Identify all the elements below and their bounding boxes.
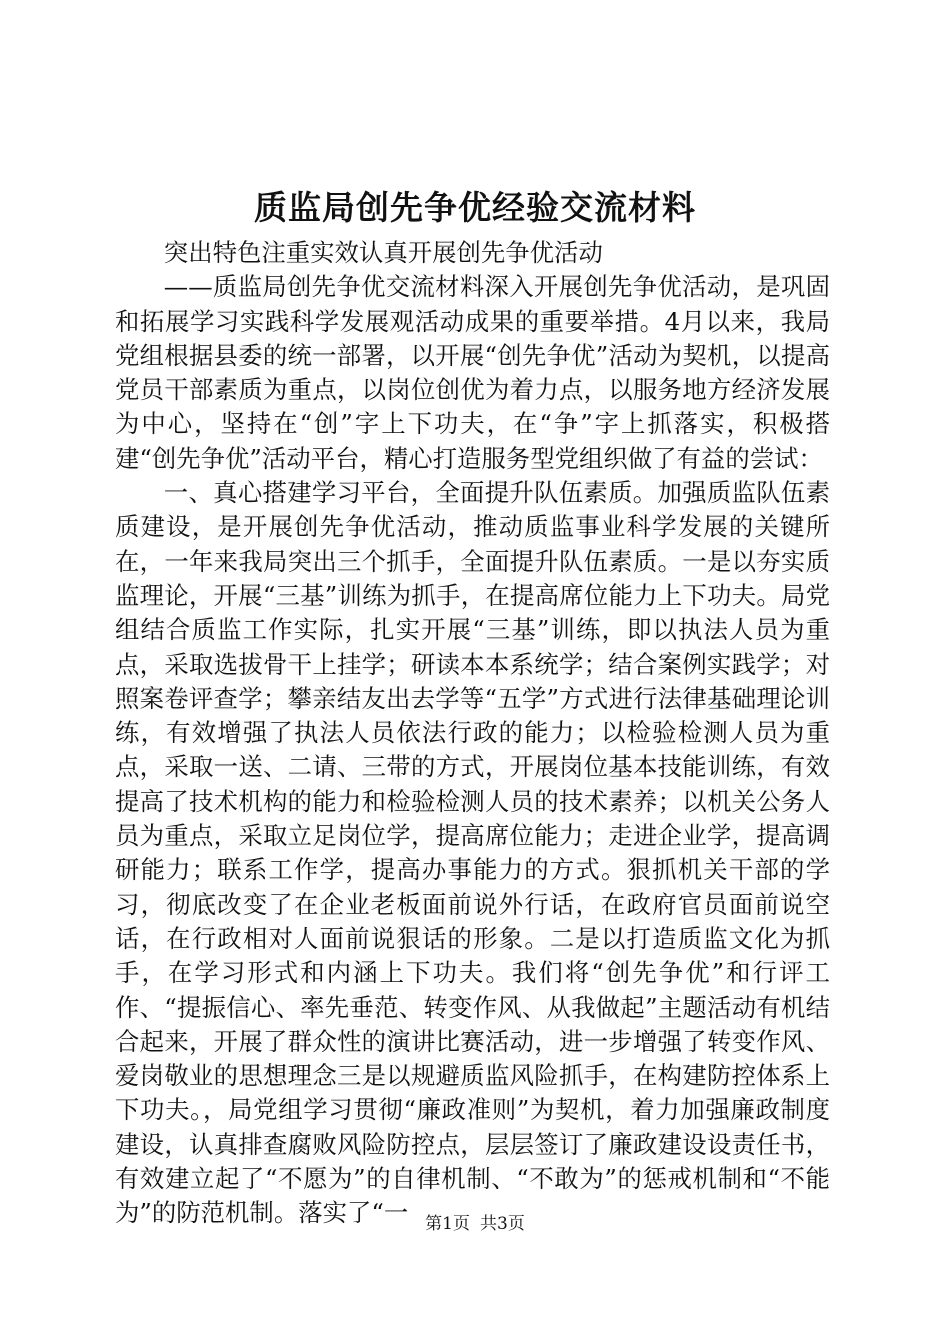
document-body: [115, 236, 830, 1231]
section-one-paragraph: 一、真心搭建学习平台，全面提升队伍素质。加强质监队伍素质建设，是开展创先争优活动，推动质监事业科学发展的关键所在，一年来我局突出三个抓手，全面提升队伍素质。一是以夯实质监理论，开展“三基”训练为抓手，在提高席位能力上下功夫。局党组结合质监工作实际，扎实开展“三基”训练，即以执法人员为重点，采取选拔骨干上挂学；研读本本系统学；结合案例实践学；对照案卷评查学；攀亲结友出去学等“五学”方式进行法律基础理论训练，有效增强了执法人员依法行政的能力；以检验检测人员为重点，采取一送、二请、三带的方式，开展岗位基本技能训练，有效提高了技术机构的能力和检验检测人员的技术素养；以机关公务人员为重点，采取立足岗位学，提高席位能力；走进企业学，提高调研能力；联系工作学，提高办事能力的方式。狠抓机关干部的学习，彻底改变了在企业老板面前说外行话，在政府官员面前说空话，在行政相对人面前说狠话的形象。二是以打造质监文化为抓手，在学习形式和内涵上下功夫。我们将“创先争优”和行评工作、“提振信心、率先垂范、转变作风、从我做起”主题活动有机结合起来，开展了群众性的演讲比赛活动，进一步增强了转变作风、爱岗敬业的思想理念三是以规避质监风险抓手，在构建防控体系上下功夫。，局党组学习贯彻“廉政准则”为契机，着力加强廉政制度建设，认真排查腐败风险防控点，层层签订了廉政建设设责任书，有效建立起了“不愿为”的自律机制、“不敢为”的惩戒机制和“不能为”的防范机制。落实了“一: [115, 478, 830, 1228]
page-number: 第1页: [425, 1214, 470, 1234]
page-total: 共3页: [480, 1214, 525, 1234]
subtitle-paragraph: 突出特色注重实效认真开展创先争优活动: [163, 238, 603, 267]
document-title: 质监局创先争优经验交流材料: [254, 188, 696, 227]
page-footer: [0, 1212, 950, 1236]
intro-paragraph: ——质监局创先争优交流材料深入开展创先争优活动，是巩固和拓展学习实践科学发展观活动成果的重要举措。4月以来，我局党组根据县委的统一部署，以开展“创先争优”活动为契机，以提高党员干部素质为重点，以岗位创优为着力点，以服务地方经济发展为中心，坚持在“创”字上下功夫，在“争”字上抓落实，积极搭建“创先争优”活动平台，精心打造服务型党组织做了有益的尝试：: [115, 272, 830, 473]
